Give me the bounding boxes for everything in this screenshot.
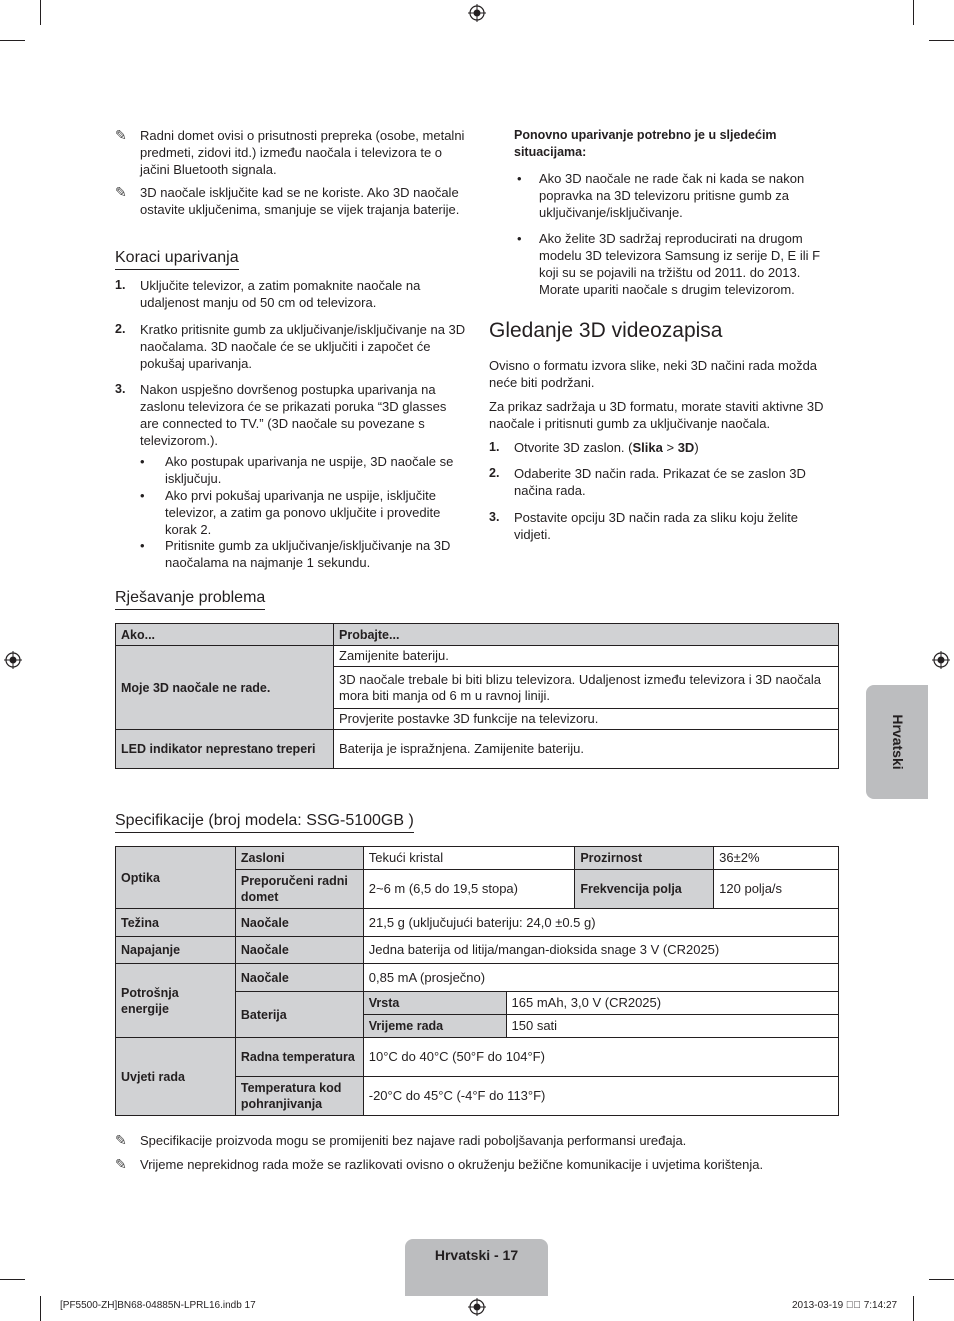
crop-mark [40, 0, 41, 25]
troubleshooting-table [115, 623, 839, 769]
pencil-note-icon: ✎ [115, 1132, 127, 1148]
note-text: Vrijeme neprekidnog rada može se razlikovati ovisno o okruženju bežične komunikacije i uvjetima korištenja. [140, 1157, 764, 1172]
note-text: Specifikacije proizvoda mogu se promijeniti bez najave radi poboljšavanja performansi uređaja. [140, 1133, 687, 1148]
print-file-slug: [PF5500-ZH]BN68-04885N-LPRL16.indb 17 [60, 1300, 256, 1311]
spec-value: 36±2% [714, 847, 839, 870]
spec-label: Frekvencija polja [575, 870, 714, 909]
crop-mark [0, 40, 25, 41]
note-specs-change [115, 1132, 860, 1149]
step-text: Postavite opciju 3D način rada za sliku koju želite vidjeti. [514, 510, 798, 542]
registration-mark-icon [4, 651, 22, 669]
note-range [115, 127, 475, 178]
spec-label: Preporučeni radni domet [235, 870, 363, 909]
solution-cell: 3D naočale trebale bi biti blizu televizora. Udaljenost između televizora i 3D naočala mora biti manja od 6 m u ravnoj liniji. [334, 667, 839, 709]
spec-value: -20°C do 45°C (-4°F do 113°F) [363, 1077, 838, 1116]
pairing-heading: Koraci uparivanja [115, 248, 239, 270]
solution-cell: Provjerite postavke 3D funkcije na televizoru. [334, 709, 839, 730]
print-date-slug: 2013-03-19 ￿￿ 7:14:27 [792, 1300, 898, 1311]
page-number-tab: Hrvatski - 17 [405, 1239, 548, 1296]
pencil-note-icon: ✎ [115, 1156, 127, 1172]
step-text: Otvorite 3D zaslon. (Slika > 3D) [514, 440, 699, 455]
column-header: Probajte... [334, 624, 839, 646]
spec-value: Jedna baterija od litija/mangan-dioksida snage 3 V (CR2025) [363, 937, 838, 964]
spec-category: Optika [116, 847, 236, 909]
crop-mark [40, 1296, 41, 1321]
bullet-text: Pritisnite gumb za uključivanje/isključivanje na 3D naočalama na najmanje 1 sekundu. [165, 538, 451, 570]
spec-category: Uvjeti rada [116, 1038, 236, 1116]
bullet-text: Ako želite 3D sadržaj reproducirati na drugom modelu 3D televizora Samsung iz serije D, E ili F koji su se pojavili na tržištu od 2011. do 2013. Morate upariti naočale s drugim televizorom. [539, 231, 821, 297]
spec-label: Temperatura kod pohranjivanja [235, 1077, 363, 1116]
spec-label: Naočale [235, 964, 363, 992]
step-number: 1. [489, 440, 500, 454]
specs-heading: Specifikacije (broj modela: SSG-5100GB ) [115, 811, 414, 833]
troubleshooting-heading: Rješavanje problema [115, 588, 265, 610]
spec-value: 21,5 g (uključujući bateriju: 24,0 ±0.5 g) [363, 909, 838, 937]
solution-cell: Zamijenite bateriju. [334, 646, 839, 667]
viewing-heading: Gledanje 3D videozapisa [489, 319, 723, 342]
spec-category: Potrošnja energije [116, 964, 236, 1038]
step-number: 3. [489, 510, 500, 524]
spec-value: 165 mAh, 3,0 V (CR2025) [506, 992, 838, 1015]
spec-category: Težina [116, 909, 236, 937]
spec-value: 10°C do 40°C (50°F do 104°F) [363, 1038, 838, 1077]
bullet-text: Ako postupak uparivanja ne uspije, 3D naočale se isključuju. [165, 454, 454, 486]
spec-value: 2~6 m (6,5 do 19,5 stopa) [363, 870, 575, 909]
step-number: 2. [489, 466, 500, 480]
pencil-note-icon: ✎ [115, 127, 127, 143]
spec-label: Prozirnost [575, 847, 714, 870]
spec-value: 150 sati [506, 1015, 838, 1038]
menu-slika: Slika [632, 440, 663, 455]
language-side-tab [866, 685, 928, 799]
step-text: Nakon uspješno dovršenog postupka uparivanja na zaslonu televizora će se prikazati poruka “3D glasses are connected to TV.” (3D naočale su povezane s televizorom.). [140, 382, 447, 448]
spec-value: Tekući kristal [363, 847, 575, 870]
menu-3d: 3D [677, 440, 695, 455]
note-text: Radni domet ovisi o prisutnosti prepreka (osobe, metalni predmeti, zidovi itd.) između naočala i televizora te o jačini Bluetooth signala. [140, 128, 465, 177]
step-text: Kratko pritisnite gumb za uključivanje/isključivanje na 3D naočalama. 3D naočale će se uključiti i započet će pokušaj uparivanja. [140, 322, 466, 371]
spec-label: Naočale [235, 937, 363, 964]
problem-cell: LED indikator neprestano treperi [116, 730, 334, 769]
viewing-para-1: Ovisno o formatu izvora slike, neki 3D načini rada možda neće biti podržani. [489, 358, 818, 390]
spec-label: Radna temperatura [235, 1038, 363, 1077]
crop-mark [913, 1296, 914, 1321]
crop-mark [913, 0, 914, 25]
note-text: 3D naočale isključite kad se ne koriste. Ako 3D naočale ostavite uključenima, smanjuje se vijek trajanja baterije. [140, 185, 460, 217]
spec-label: Vrijeme rada [363, 1015, 506, 1038]
note-battery [115, 184, 460, 218]
spec-value: 0,85 mA (prosječno) [363, 964, 838, 992]
specs-table [115, 846, 839, 1116]
step-text: Uključite televizor, a zatim pomaknite naočale na udaljenost manju od 50 cm od televizora. [140, 278, 421, 310]
repairing-heading: Ponovno uparivanje potrebno je u sljedećim situacijama: [514, 128, 777, 159]
viewing-para-2: Za prikaz sadržaja u 3D formatu, morate staviti aktivne 3D naočale i pritisnuti gumb za uključivanje naočala. [489, 399, 824, 431]
bullet-text: Ako prvi pokušaj uparivanja ne uspije, isključite televizor, a zatim ga ponovo uključite i provedite korak 2. [165, 488, 441, 537]
registration-mark-icon [468, 4, 486, 22]
step-number: 2. [115, 322, 126, 336]
column-header: Ako... [116, 624, 334, 646]
pencil-note-icon: ✎ [115, 184, 127, 200]
problem-cell: Moje 3D naočale ne rade. [116, 646, 334, 730]
step-number: 1. [115, 278, 126, 292]
bullet-text: Ako 3D naočale ne rade čak ni kada se nakon popravka na 3D televizoru pritisne gumb za uključivanje/isključivanje. [539, 171, 805, 220]
registration-mark-icon [468, 1298, 486, 1316]
crop-mark [929, 1279, 954, 1280]
solution-cell: Baterija je ispražnjena. Zamijenite bateriju. [334, 730, 839, 769]
spec-category: Napajanje [116, 937, 236, 964]
spec-label: Vrsta [363, 992, 506, 1015]
crop-mark [929, 40, 954, 41]
spec-label: Naočale [235, 909, 363, 937]
spec-label: Baterija [235, 992, 363, 1038]
note-operating-time [115, 1156, 860, 1173]
crop-mark [0, 1279, 25, 1280]
language-tab-label: Hrvatski [890, 714, 906, 770]
spec-label: Zasloni [235, 847, 363, 870]
step-text: Odaberite 3D način rada. Prikazat će se zaslon 3D načina rada. [514, 466, 806, 498]
step-number: 3. [115, 382, 126, 396]
registration-mark-icon [932, 651, 950, 669]
spec-value: 120 polja/s [714, 870, 839, 909]
